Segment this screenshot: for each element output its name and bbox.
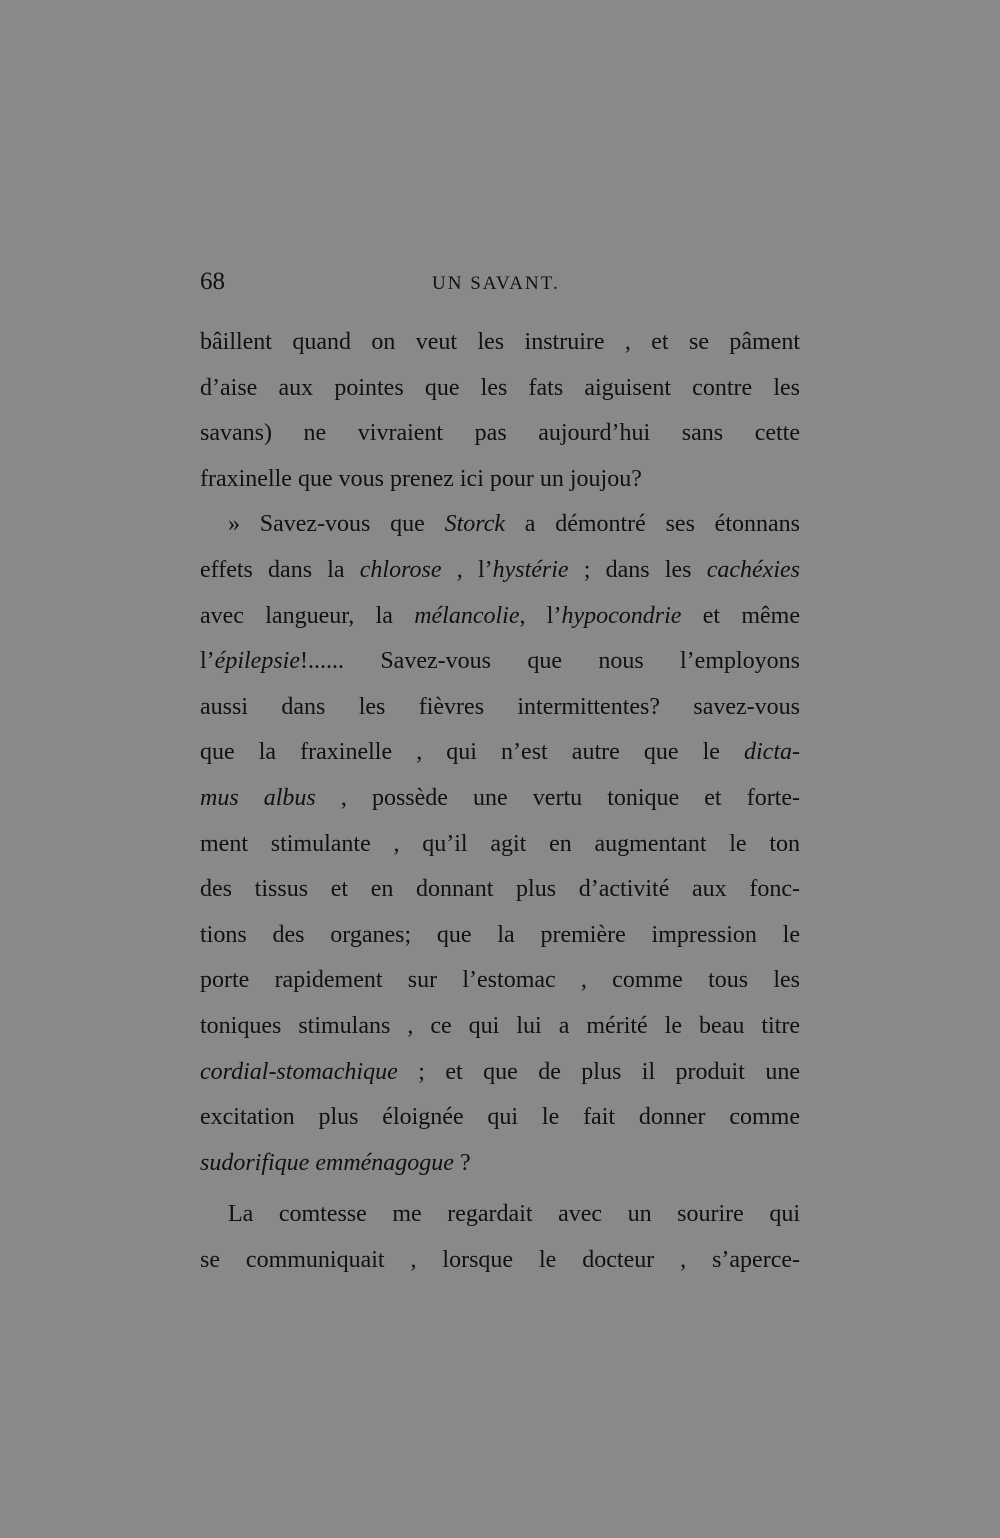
text-line: bâillent quand on veut les instruire , et se pâment — [200, 329, 800, 355]
text-line: porte rapidement sur l’estomac , comme tous les — [200, 967, 800, 994]
text-line: avec langueur, la mélancolie, l’hypocondrie et même — [200, 602, 800, 629]
text-line: d’aise aux pointes que les fats aiguisent contre les — [200, 374, 800, 401]
italic-term: hypocondrie — [561, 602, 682, 629]
text-line: excitation plus éloignée qui le fait donner comme — [200, 1104, 800, 1131]
text-line: La comtesse me regardait avec un sourire qui — [228, 1201, 800, 1228]
italic-term: chlorose — [359, 556, 442, 583]
italic-term: dicta- — [744, 739, 800, 766]
italic-term: mus albus — [200, 784, 316, 811]
page-number: 68 — [200, 268, 225, 295]
running-title: UN SAVANT. — [432, 273, 560, 294]
text-line: que la fraxinelle , qui n’est autre que le dicta- — [200, 739, 800, 766]
text-line: tions des organes; que la première impression le — [200, 921, 800, 948]
italic-term: cordial-stomachique — [200, 1058, 398, 1085]
text-line: » Savez-vous que Storck a démontré ses étonnans — [228, 511, 800, 538]
italic-name: Storck — [444, 511, 506, 538]
italic-term: épilepsie — [214, 648, 300, 675]
italic-term: mélancolie — [414, 602, 520, 629]
text-line: des tissus et en donnant plus d’activité aux fonc- — [200, 876, 800, 903]
text-line: se communiquait , lorsque le docteur , s’aperce- — [200, 1246, 800, 1273]
text-line: l’épilepsie!...... Savez-vous que nous l’employons — [200, 648, 800, 675]
italic-term: cachéxies — [706, 556, 800, 583]
text-line: aussi dans les fièvres intermittentes? savez-vous — [200, 693, 800, 720]
italic-term: sudorifique emménagogue — [200, 1149, 454, 1176]
text-line: cordial-stomachique ; et que de plus il produit une — [200, 1058, 800, 1085]
text-line: fraxinelle que vous prenez ici pour un joujou? — [200, 465, 642, 492]
text-line: toniques stimulans , ce qui lui a mérité le beau titre — [200, 1012, 800, 1039]
text-line: sudorifique emménagogue ? — [200, 1149, 471, 1176]
text-line: savans) ne vivraient pas aujourd’hui sans cette — [200, 420, 800, 447]
italic-term: hystérie — [492, 556, 569, 583]
body-text — [200, 320, 800, 1283]
text-line: effets dans la chlorose , l’hystérie ; dans les cachéxies — [200, 556, 800, 583]
text-line: ment stimulante , qu’il agit en augmentant le ton — [200, 830, 800, 857]
running-head — [200, 262, 800, 302]
text-line: mus albus , possède une vertu tonique et forte- — [200, 784, 800, 811]
